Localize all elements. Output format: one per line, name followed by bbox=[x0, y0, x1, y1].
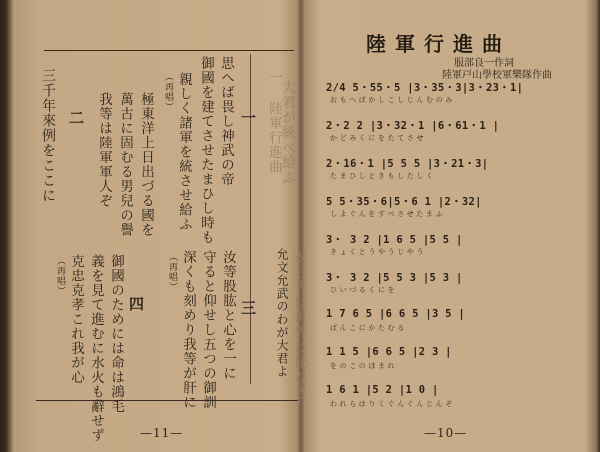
verse-1-refrain: （再唱） bbox=[163, 72, 173, 112]
score-notes: 2/4 5・55・5 |3・35・3|3・23・1| bbox=[326, 82, 524, 94]
score-notes: 1 1 5 |6 6 5 |2 3 | bbox=[326, 346, 452, 358]
song-title: 陸軍行進曲 bbox=[366, 32, 511, 56]
score-row bbox=[326, 308, 586, 346]
verse-1-line-4: 極東洋上日出づる國を bbox=[138, 92, 154, 237]
page-number: —11— bbox=[140, 426, 184, 440]
score-row bbox=[326, 270, 586, 308]
score-notes: 3・ 3 2 |1 6 5 |5 5 | bbox=[326, 234, 463, 246]
score-lyrics: きょくとうやうじやう bbox=[330, 248, 426, 256]
verse-4-line-1: 御國のためには命は鴻毛 bbox=[108, 254, 124, 414]
score-notes: 1 7 6 5 |6 6 5 |3 5 | bbox=[326, 308, 466, 320]
verse-1-line-2: 御國を建てさせたまひし時も bbox=[198, 56, 214, 245]
faint-bleed-column: 一 陸軍行進曲 bbox=[266, 70, 282, 174]
score-row bbox=[326, 384, 586, 422]
score-notes: 2・16・1 |5 5 5 |3・21・3| bbox=[326, 158, 489, 170]
score-lyrics: ばんこにかたむる bbox=[330, 324, 407, 332]
score-row bbox=[326, 80, 586, 118]
score-row bbox=[326, 346, 586, 384]
verse-3-line-1: 允文允武のわが大君よ bbox=[275, 248, 289, 378]
bleed-column-2: が我等は世界に比なき bbox=[292, 250, 308, 400]
column-divider bbox=[250, 54, 251, 384]
score-notes: 1 6 1 |5 2 |1 0 | bbox=[326, 384, 439, 396]
score-lyrics: たまひしときもしたしく bbox=[330, 172, 436, 180]
page-number: —10— bbox=[424, 426, 468, 440]
score-row bbox=[326, 194, 586, 232]
verse-2-line-1: 三千年來例をここに bbox=[40, 68, 56, 203]
bleed-column-1: 大君が統べ給ふ bbox=[280, 80, 296, 185]
composer-credit: 陸軍戸山學校軍樂隊作曲 bbox=[442, 70, 552, 81]
verse-3-line-2: 汝等股肱と心を一に bbox=[220, 250, 236, 381]
score-notes: 5 5・35・6|5・6 1 |2・32| bbox=[326, 196, 482, 208]
verse-1-line-6: 我等は陸軍軍人ぞ bbox=[96, 92, 112, 208]
verse-3-line-4: 深くも刻めり我等が肝に bbox=[180, 250, 196, 410]
verse-3-refrain: （再唱） bbox=[167, 252, 177, 292]
score-row bbox=[326, 118, 586, 156]
verse-4-number: 四 bbox=[127, 296, 145, 312]
verse-4-refrain: （再唱） bbox=[55, 256, 65, 296]
top-rule bbox=[44, 50, 294, 51]
verse-3-line-3: 守ると仰せし五つの御訓 bbox=[200, 250, 216, 410]
music-score bbox=[326, 80, 586, 422]
score-row bbox=[326, 156, 586, 194]
score-lyrics: かどみくにをたてさせ bbox=[330, 134, 426, 142]
lyricist-credit: 服部良一作詞 bbox=[454, 58, 514, 69]
score-lyrics: をのこのほまれ bbox=[330, 362, 398, 370]
verse-1-line-3: 親しく諸軍を統させ給ふ bbox=[176, 72, 192, 232]
verse-4-line-3: 克忠克孝これ我が心 bbox=[68, 254, 84, 385]
verse-2-number: 二 bbox=[67, 110, 85, 126]
verse-1-line-5: 萬古に固むる男兒の譽 bbox=[117, 92, 133, 237]
verse-4-line-2: 義を見て進むに水火も辭せず bbox=[88, 254, 104, 443]
score-lyrics: ひいづるくにを bbox=[330, 286, 398, 294]
verse-3-number: 三 bbox=[239, 300, 257, 316]
score-lyrics: われらはりくぐんぐんじんぞ bbox=[330, 400, 455, 408]
verse-1-line-1: 思へば畏し神武の帝 bbox=[218, 56, 234, 187]
bottom-rule bbox=[36, 400, 298, 401]
score-lyrics: おもへばかしこしじんむのみ bbox=[330, 96, 455, 104]
score-row bbox=[326, 232, 586, 270]
score-lyrics: しよぐんをすべさせたまふ bbox=[330, 210, 446, 218]
score-notes: 2・2 2 |3・32・1 |6・61・1 | bbox=[326, 120, 500, 132]
score-notes: 3・ 3 2 |5 5 3 |5 3 | bbox=[326, 272, 463, 284]
verse-1-number: 一 bbox=[239, 110, 257, 126]
left-page bbox=[10, 0, 298, 452]
